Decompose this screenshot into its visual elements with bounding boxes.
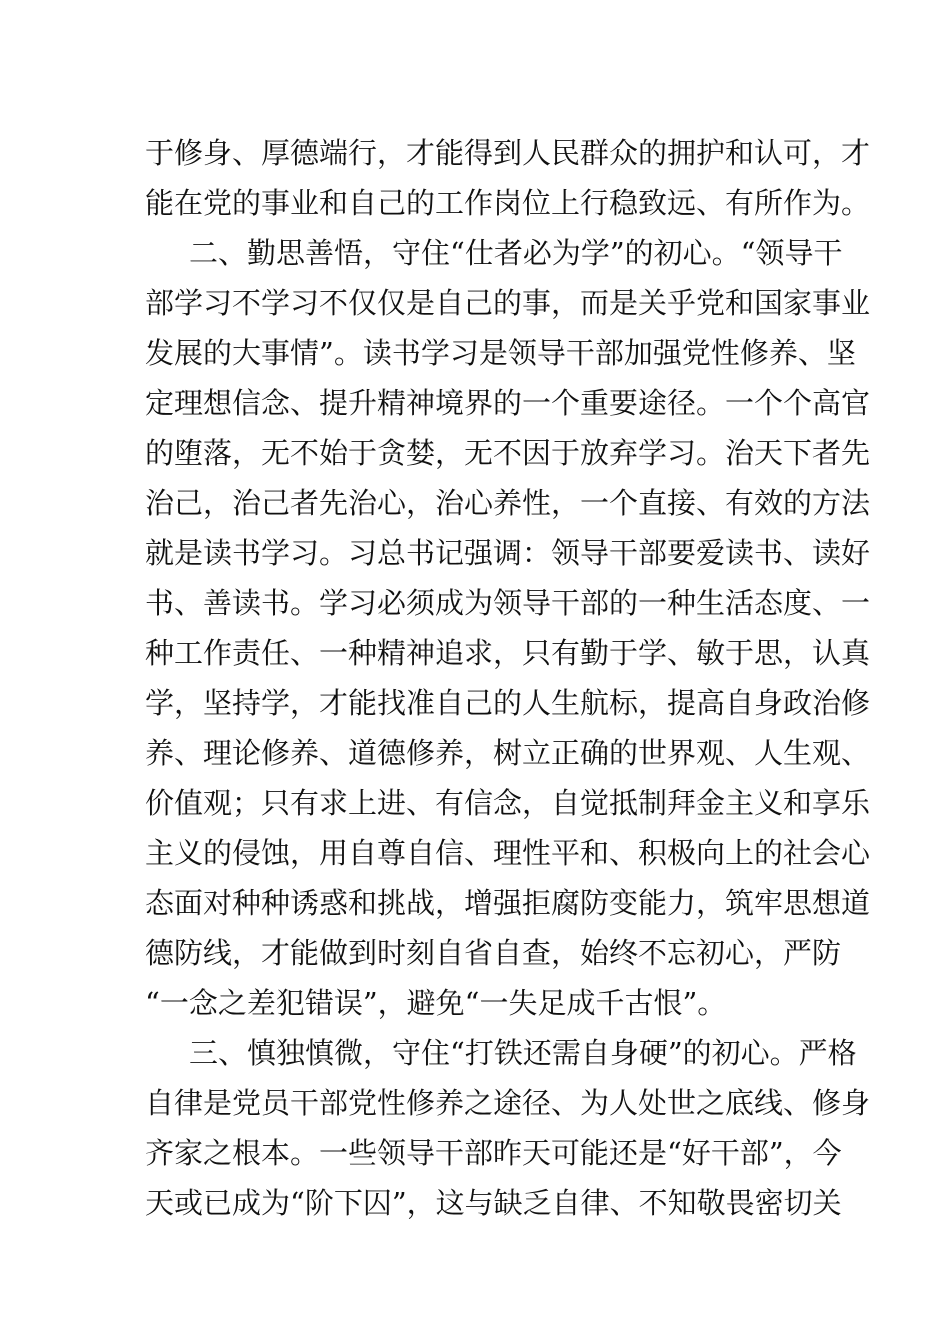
paragraph-3 [145,1028,871,1228]
text-line: 治己，治己者先治心，治心养性，一个直接、有效的方法 [145,486,871,520]
text-line: 德防线，才能做到时刻自省自查，始终不忘初心，严防 [145,936,842,970]
text-line: 于修身、厚德端行，才能得到人民群众的拥护和认可，才 [145,136,871,170]
text-line: 定理想信念、提升精神境界的一个重要途径。一个个高官 [145,386,871,420]
text-line: 三、慎独慎微，守住“打铁还需自身硬”的初心。严格 [189,1036,857,1070]
paragraph-1 [145,128,871,228]
text-line: 养、理论修养、道德修养，树立正确的世界观、人生观、 [145,736,871,770]
text-line: 种工作责任、一种精神追求，只有勤于学、敏于思，认真 [145,636,871,670]
text-line: 主义的侵蚀，用自尊自信、理性平和、积极向上的社会心 [145,836,871,870]
text-line: 价值观；只有求上进、有信念，自觉抵制拜金主义和享乐 [145,786,871,820]
text-line: 自律是党员干部党性修养之途径、为人处世之底线、修身 [145,1086,871,1120]
text-line: 态面对种种诱惑和挑战，增强拒腐防变能力，筑牢思想道 [145,886,871,920]
text-line: 学，坚持学，才能找准自己的人生航标，提高自身政治修 [145,686,871,720]
text-line: 齐家之根本。一些领导干部昨天可能还是“好干部”，今 [145,1136,842,1170]
text-line: 的堕落，无不始于贪婪，无不因于放弃学习。治天下者先 [145,436,871,470]
text-line: 二、勤思善悟，守住“仕者必为学”的初心。“领导干 [189,236,843,270]
text-line: 发展的大事情”。读书学习是领导干部加强党性修养、坚 [145,336,856,370]
text-line: 部学习不学习不仅仅是自己的事，而是关乎党和国家事业 [145,286,871,320]
body-text [145,128,871,1228]
text-line: 书、善读书。学习必须成为领导干部的一种生活态度、一 [145,586,871,620]
text-line: 就是读书学习。习总书记强调：领导干部要爱读书、读好 [145,536,871,570]
text-line: “一念之差犯错误”，避免“一失足成千古恨”。 [145,986,727,1020]
paragraph-2 [145,228,871,1028]
text-line: 能在党的事业和自己的工作岗位上行稳致远、有所作为。 [145,186,871,220]
text-line: 天或已成为“阶下囚”，这与缺乏自律、不知敬畏密切关 [145,1186,842,1220]
